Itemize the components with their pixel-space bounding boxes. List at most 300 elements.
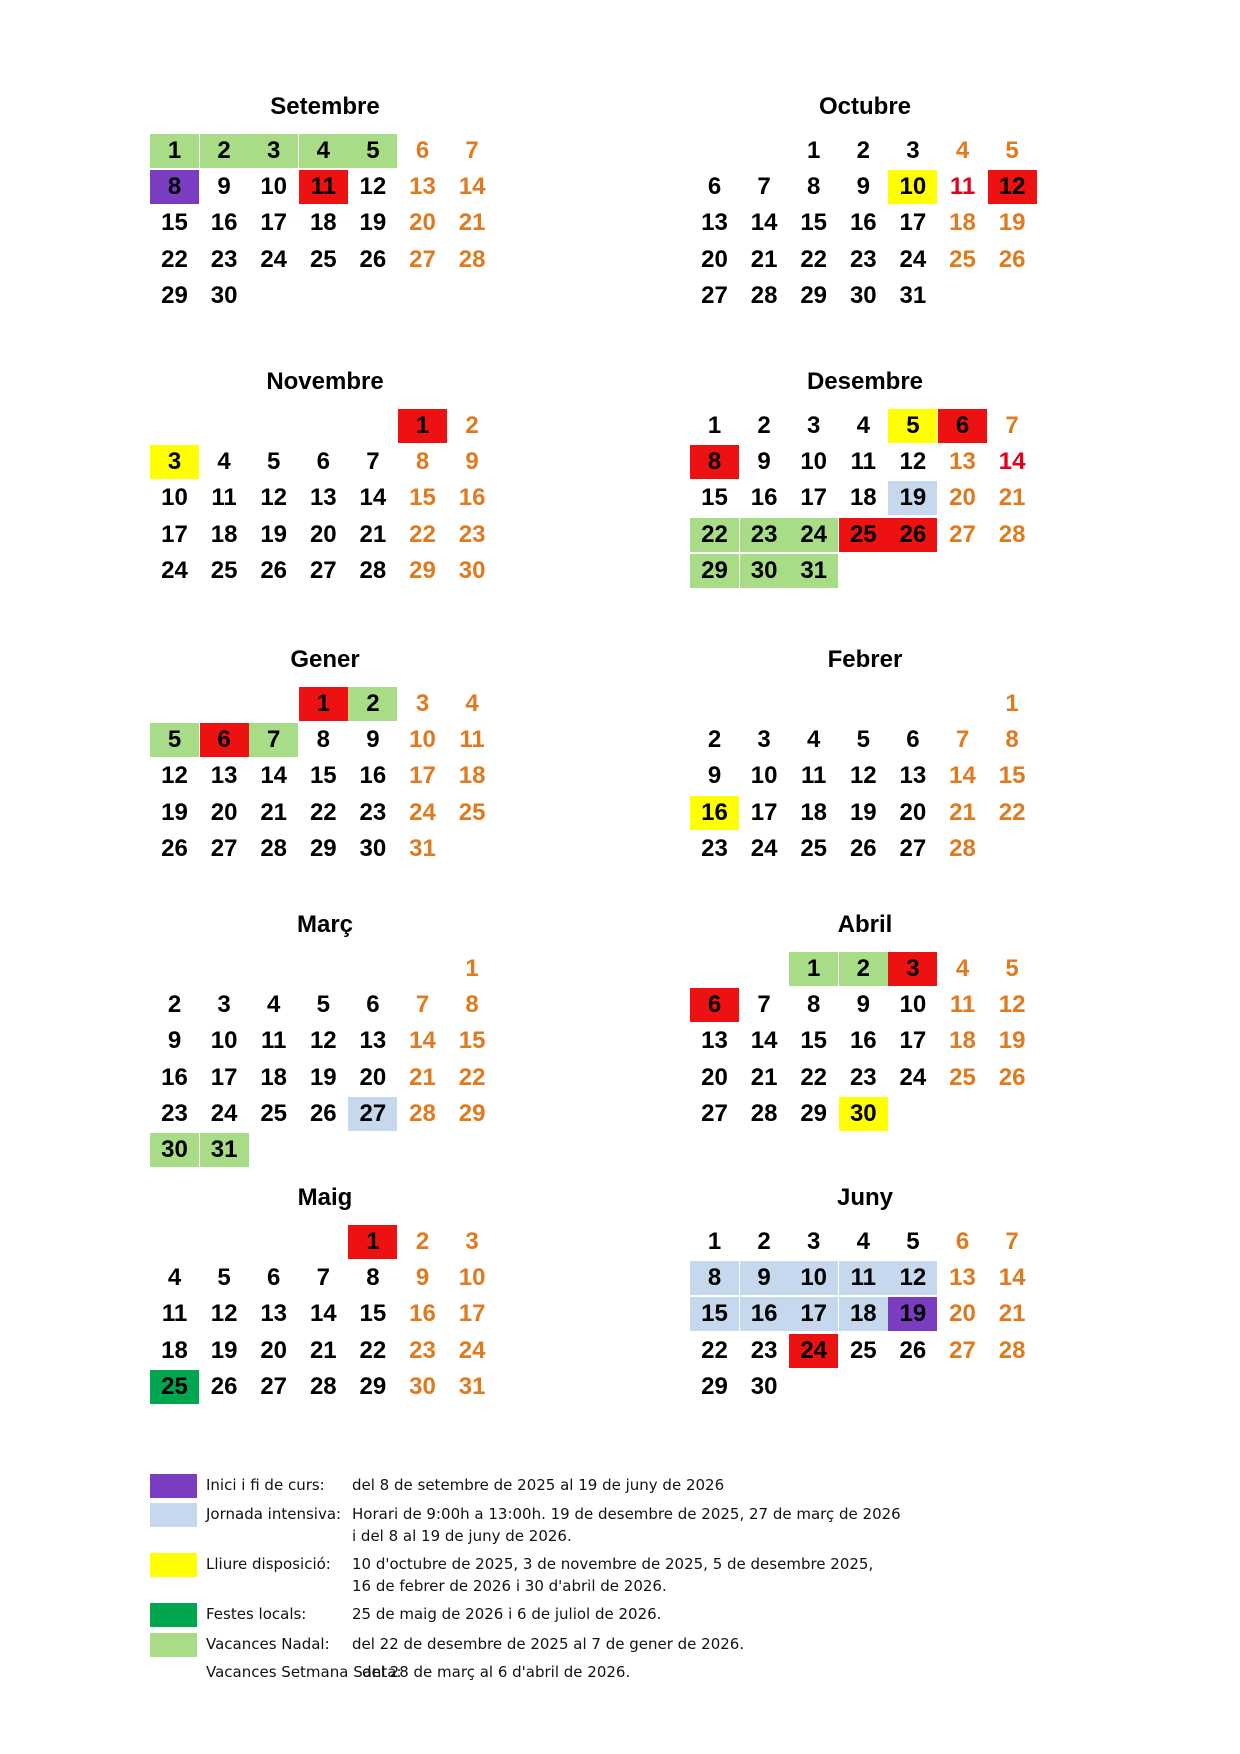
day-cell: 1 bbox=[398, 409, 447, 443]
day-cell: 26 bbox=[998, 245, 1026, 273]
day-cell: 14 bbox=[458, 173, 486, 201]
month-title: Setembre bbox=[270, 93, 380, 120]
day-cell: 30 bbox=[458, 556, 486, 584]
day-cell: 23 bbox=[701, 834, 728, 862]
legend-swatch bbox=[150, 1633, 197, 1657]
day-cell: 11 bbox=[299, 170, 348, 204]
day-cell: 4 bbox=[856, 1228, 870, 1255]
legend-swatch bbox=[150, 1503, 197, 1527]
day-cell: 8 bbox=[690, 1261, 739, 1295]
day-cell: 14 bbox=[409, 1027, 436, 1055]
day-cell: 20 bbox=[701, 1063, 728, 1091]
legend-description bbox=[362, 1661, 882, 1683]
day-cell: 21 bbox=[458, 209, 486, 237]
day-cell: 16 bbox=[740, 1297, 789, 1331]
day-cell: 21 bbox=[750, 1063, 778, 1091]
day-cell: 20 bbox=[359, 1063, 387, 1091]
day-cell: 1 bbox=[299, 687, 348, 721]
day-cell: 2 bbox=[757, 412, 771, 439]
day-cell: 14 bbox=[949, 762, 976, 790]
day-cell: 1 bbox=[807, 137, 821, 164]
day-cell: 23 bbox=[161, 1099, 188, 1127]
day-cell: 13 bbox=[260, 1300, 288, 1328]
day-cell: 20 bbox=[949, 1300, 976, 1328]
day-cell: 22 bbox=[458, 1063, 486, 1091]
day-cell: 2 bbox=[707, 726, 722, 754]
day-cell: 17 bbox=[458, 1300, 486, 1328]
legend-description-line: 10 d'octubre de 2025, 3 de novembre de 2025, 5 de desembre 2025, bbox=[352, 1555, 874, 1573]
day-cell: 2 bbox=[415, 1228, 430, 1255]
month-title: Juny bbox=[836, 1184, 893, 1211]
day-cell: 28 bbox=[998, 520, 1026, 548]
day-cell: 9 bbox=[217, 173, 231, 201]
day-cell: 9 bbox=[167, 1027, 182, 1055]
day-cell: 14 bbox=[750, 1027, 778, 1055]
day-cell: 11 bbox=[839, 1261, 888, 1295]
day-cell: 21 bbox=[750, 245, 778, 273]
day-cell: 4 bbox=[267, 991, 281, 1019]
day-cell: 8 bbox=[1005, 726, 1019, 754]
day-cell: 6 bbox=[906, 726, 920, 754]
day-cell: 3 bbox=[807, 412, 821, 439]
legend-description-line: i del 8 al 19 de juny de 2026. bbox=[352, 1527, 572, 1545]
day-cell: 22 bbox=[409, 520, 436, 548]
day-cell: 5 bbox=[1005, 137, 1019, 164]
day-cell: 22 bbox=[800, 1063, 828, 1091]
day-cell: 14 bbox=[359, 484, 387, 512]
day-cell: 28 bbox=[998, 1336, 1026, 1364]
day-cell: 2 bbox=[167, 991, 182, 1019]
day-cell: 20 bbox=[899, 798, 927, 826]
day-cell: 3 bbox=[217, 991, 231, 1019]
day-cell: 12 bbox=[260, 484, 288, 512]
day-cell: 19 bbox=[998, 1027, 1026, 1055]
day-cell: 28 bbox=[949, 834, 976, 862]
month-title: Gener bbox=[290, 646, 360, 673]
day-cell: 10 bbox=[888, 170, 937, 204]
day-cell: 1 bbox=[707, 412, 722, 439]
day-cell: 9 bbox=[757, 448, 771, 476]
day-cell: 9 bbox=[856, 173, 870, 201]
day-cell: 30 bbox=[849, 281, 877, 309]
day-cell: 13 bbox=[949, 448, 976, 476]
day-cell: 19 bbox=[210, 1336, 238, 1364]
day-cell: 23 bbox=[849, 245, 877, 273]
day-cell: 10 bbox=[260, 173, 288, 201]
day-cell: 12 bbox=[359, 173, 387, 201]
legend-description bbox=[352, 1633, 872, 1655]
day-cell: 12 bbox=[309, 1027, 337, 1055]
day-cell: 21 bbox=[409, 1063, 436, 1091]
day-cell: 7 bbox=[249, 723, 298, 757]
legend-swatch bbox=[150, 1474, 197, 1498]
day-cell: 25 bbox=[210, 556, 238, 584]
day-cell: 27 bbox=[210, 834, 238, 862]
day-cell: 9 bbox=[740, 1261, 789, 1295]
day-cell: 23 bbox=[740, 518, 789, 552]
day-cell: 22 bbox=[701, 1336, 728, 1364]
day-cell: 8 bbox=[366, 1264, 380, 1292]
day-cell: 12 bbox=[988, 170, 1037, 204]
day-cell: 13 bbox=[701, 1027, 728, 1055]
day-cell: 25 bbox=[458, 798, 486, 826]
day-cell: 27 bbox=[260, 1372, 288, 1400]
day-cell: 21 bbox=[998, 1300, 1026, 1328]
day-cell: 29 bbox=[359, 1372, 387, 1400]
day-cell: 1 bbox=[789, 952, 838, 986]
day-cell: 16 bbox=[750, 484, 778, 512]
day-cell: 13 bbox=[210, 762, 238, 790]
day-cell: 10 bbox=[800, 448, 828, 476]
day-cell: 17 bbox=[899, 209, 927, 237]
day-cell: 20 bbox=[309, 520, 337, 548]
day-cell: 29 bbox=[161, 281, 188, 309]
day-cell: 30 bbox=[150, 1133, 199, 1167]
day-cell: 5 bbox=[888, 409, 937, 443]
day-cell: 20 bbox=[210, 798, 238, 826]
day-cell: 16 bbox=[458, 484, 486, 512]
day-cell: 16 bbox=[849, 1027, 877, 1055]
day-cell: 27 bbox=[949, 1336, 976, 1364]
day-cell: 17 bbox=[789, 1297, 838, 1331]
day-cell: 28 bbox=[359, 556, 387, 584]
day-cell: 3 bbox=[807, 1228, 821, 1255]
day-cell: 3 bbox=[888, 952, 937, 986]
day-cell: 15 bbox=[690, 1297, 739, 1331]
day-cell: 13 bbox=[701, 209, 728, 237]
legend-description-line: Horari de 9:00h a 13:00h. 19 de desembre de 2025, 27 de març de 2026 bbox=[352, 1505, 901, 1523]
day-cell: 20 bbox=[701, 245, 728, 273]
day-cell: 17 bbox=[800, 484, 828, 512]
day-cell: 27 bbox=[409, 245, 436, 273]
legend-label: Festes locals: bbox=[206, 1605, 307, 1623]
day-cell: 21 bbox=[949, 798, 976, 826]
day-cell: 11 bbox=[459, 726, 485, 754]
day-cell: 24 bbox=[210, 1099, 238, 1127]
day-cell: 22 bbox=[309, 798, 337, 826]
day-cell: 18 bbox=[260, 1063, 288, 1091]
day-cell: 16 bbox=[210, 209, 238, 237]
day-cell: 9 bbox=[366, 726, 380, 754]
day-cell: 30 bbox=[359, 834, 387, 862]
day-cell: 20 bbox=[260, 1336, 288, 1364]
day-cell: 5 bbox=[267, 448, 281, 476]
day-cell: 4 bbox=[217, 448, 231, 476]
day-cell: 31 bbox=[899, 281, 927, 309]
day-cell: 24 bbox=[458, 1336, 486, 1364]
day-cell: 29 bbox=[701, 1372, 728, 1400]
day-cell: 3 bbox=[757, 726, 771, 754]
day-cell: 16 bbox=[359, 762, 387, 790]
day-cell: 31 bbox=[458, 1372, 486, 1400]
day-cell: 25 bbox=[949, 245, 976, 273]
legend-swatch bbox=[150, 1553, 197, 1577]
day-cell: 8 bbox=[690, 445, 739, 479]
day-cell: 29 bbox=[690, 554, 739, 588]
legend-description bbox=[352, 1503, 901, 1547]
day-cell: 6 bbox=[955, 1228, 970, 1255]
legend-description-line: 16 de febrer de 2026 i 30 d'abril de 2026. bbox=[352, 1577, 667, 1595]
legend-description-line: del 8 de setembre de 2025 al 19 de juny de 2026 bbox=[352, 1476, 725, 1494]
day-cell: 4 bbox=[856, 412, 870, 439]
day-cell: 6 bbox=[415, 137, 430, 164]
day-cell: 5 bbox=[150, 723, 199, 757]
day-cell: 11 bbox=[949, 173, 976, 201]
day-cell: 20 bbox=[949, 484, 976, 512]
day-cell: 13 bbox=[409, 173, 436, 201]
day-cell: 1 bbox=[707, 1228, 722, 1255]
day-cell: 27 bbox=[899, 834, 927, 862]
day-cell: 5 bbox=[906, 1228, 920, 1255]
day-cell: 18 bbox=[309, 209, 337, 237]
day-cell: 17 bbox=[260, 209, 288, 237]
day-cell: 23 bbox=[849, 1063, 877, 1091]
day-cell: 10 bbox=[750, 762, 778, 790]
day-cell: 6 bbox=[200, 723, 249, 757]
day-cell: 10 bbox=[458, 1264, 486, 1292]
day-cell: 14 bbox=[260, 762, 288, 790]
day-cell: 9 bbox=[415, 1264, 430, 1292]
day-cell: 26 bbox=[998, 1063, 1026, 1091]
day-cell: 24 bbox=[899, 245, 927, 273]
legend-label: Vacances Setmana Santa: bbox=[206, 1663, 402, 1681]
day-cell: 4 bbox=[807, 726, 821, 754]
day-cell: 25 bbox=[260, 1099, 288, 1127]
day-cell: 14 bbox=[309, 1300, 337, 1328]
day-cell: 16 bbox=[849, 209, 877, 237]
day-cell: 19 bbox=[359, 209, 387, 237]
day-cell: 5 bbox=[856, 726, 870, 754]
day-cell: 10 bbox=[210, 1027, 238, 1055]
day-cell: 2 bbox=[856, 137, 870, 164]
day-cell: 19 bbox=[260, 520, 288, 548]
day-cell: 4 bbox=[299, 134, 348, 168]
day-cell: 11 bbox=[850, 448, 876, 476]
day-cell: 24 bbox=[260, 245, 288, 273]
legend-description-line: del 22 de desembre de 2025 al 7 de gener de 2026. bbox=[352, 1635, 745, 1653]
day-cell: 15 bbox=[800, 209, 828, 237]
day-cell: 9 bbox=[465, 448, 479, 476]
day-cell: 21 bbox=[260, 798, 288, 826]
day-cell: 18 bbox=[849, 484, 877, 512]
legend-description-line: del 28 de març al 6 d'abril de 2026. bbox=[362, 1663, 631, 1681]
month-title: Novembre bbox=[266, 368, 384, 395]
day-cell: 11 bbox=[211, 484, 237, 512]
day-cell: 29 bbox=[409, 556, 436, 584]
day-cell: 24 bbox=[409, 798, 436, 826]
day-cell: 31 bbox=[789, 554, 838, 588]
day-cell: 25 bbox=[839, 518, 888, 552]
day-cell: 4 bbox=[955, 955, 970, 982]
day-cell: 17 bbox=[899, 1027, 927, 1055]
day-cell: 13 bbox=[949, 1264, 976, 1292]
day-cell: 4 bbox=[167, 1264, 182, 1292]
legend-label: Vacances Nadal: bbox=[206, 1635, 330, 1653]
day-cell: 7 bbox=[955, 726, 970, 754]
day-cell: 30 bbox=[210, 281, 238, 309]
day-cell: 15 bbox=[998, 762, 1026, 790]
day-cell: 11 bbox=[801, 762, 827, 790]
day-cell: 13 bbox=[359, 1027, 387, 1055]
day-cell: 24 bbox=[750, 834, 778, 862]
day-cell: 27 bbox=[949, 520, 976, 548]
day-cell: 23 bbox=[210, 245, 238, 273]
day-cell: 7 bbox=[757, 991, 771, 1019]
day-cell: 16 bbox=[161, 1063, 188, 1091]
day-cell: 9 bbox=[856, 991, 870, 1019]
day-cell: 23 bbox=[359, 798, 387, 826]
day-cell: 6 bbox=[316, 448, 330, 476]
day-cell: 12 bbox=[888, 1261, 937, 1295]
month-title: Desembre bbox=[806, 368, 924, 395]
day-cell: 14 bbox=[998, 1264, 1026, 1292]
day-cell: 28 bbox=[409, 1099, 436, 1127]
day-cell: 29 bbox=[458, 1099, 486, 1127]
day-cell: 15 bbox=[161, 209, 188, 237]
day-cell: 15 bbox=[309, 762, 337, 790]
day-cell: 14 bbox=[998, 448, 1026, 476]
day-cell: 21 bbox=[998, 484, 1026, 512]
day-cell: 7 bbox=[1005, 1228, 1019, 1255]
month-title: Maig bbox=[297, 1184, 353, 1211]
day-cell: 6 bbox=[366, 991, 380, 1019]
day-cell: 16 bbox=[690, 796, 739, 830]
day-cell: 1 bbox=[1005, 690, 1019, 717]
day-cell: 18 bbox=[839, 1297, 888, 1331]
day-cell: 1 bbox=[465, 955, 479, 982]
day-cell: 13 bbox=[309, 484, 337, 512]
legend-label: Inici i fi de curs: bbox=[206, 1476, 325, 1494]
day-cell: 22 bbox=[690, 518, 739, 552]
day-cell: 8 bbox=[316, 726, 330, 754]
day-cell: 19 bbox=[849, 798, 877, 826]
day-cell: 26 bbox=[260, 556, 288, 584]
day-cell: 7 bbox=[465, 137, 479, 164]
legend-description bbox=[352, 1553, 872, 1597]
day-cell: 27 bbox=[309, 556, 337, 584]
day-cell: 23 bbox=[409, 1336, 436, 1364]
day-cell: 7 bbox=[757, 173, 771, 201]
day-cell: 25 bbox=[309, 245, 337, 273]
day-cell: 28 bbox=[309, 1372, 337, 1400]
day-cell: 19 bbox=[888, 481, 937, 515]
day-cell: 29 bbox=[800, 281, 828, 309]
month-title: Octubre bbox=[818, 93, 911, 120]
legend-swatch bbox=[150, 1603, 197, 1627]
day-cell: 10 bbox=[899, 991, 927, 1019]
day-cell: 27 bbox=[348, 1097, 397, 1131]
day-cell: 26 bbox=[309, 1099, 337, 1127]
day-cell: 9 bbox=[707, 762, 722, 790]
day-cell: 6 bbox=[938, 409, 987, 443]
legend-label: Jornada intensiva: bbox=[206, 1505, 342, 1523]
day-cell: 29 bbox=[800, 1099, 828, 1127]
month-title: Febrer bbox=[827, 646, 903, 673]
day-cell: 19 bbox=[309, 1063, 337, 1091]
day-cell: 2 bbox=[465, 412, 479, 439]
day-cell: 26 bbox=[161, 834, 188, 862]
day-cell: 24 bbox=[161, 556, 188, 584]
day-cell: 26 bbox=[849, 834, 877, 862]
day-cell: 14 bbox=[750, 209, 778, 237]
day-cell: 8 bbox=[415, 448, 430, 476]
day-cell: 28 bbox=[458, 245, 486, 273]
day-cell: 22 bbox=[359, 1336, 387, 1364]
day-cell: 30 bbox=[750, 1372, 778, 1400]
day-cell: 19 bbox=[161, 798, 188, 826]
day-cell: 10 bbox=[409, 726, 436, 754]
day-cell: 2 bbox=[757, 1228, 771, 1255]
month-title: Març bbox=[296, 911, 354, 938]
day-cell: 3 bbox=[249, 134, 298, 168]
day-cell: 2 bbox=[200, 134, 249, 168]
day-cell: 30 bbox=[839, 1097, 888, 1131]
day-cell: 5 bbox=[217, 1264, 231, 1292]
day-cell: 12 bbox=[161, 762, 188, 790]
day-cell: 21 bbox=[359, 520, 387, 548]
day-cell: 22 bbox=[800, 245, 828, 273]
day-cell: 2 bbox=[839, 952, 888, 986]
day-cell: 1 bbox=[348, 1225, 397, 1259]
day-cell: 16 bbox=[409, 1300, 436, 1328]
day-cell: 18 bbox=[949, 1027, 976, 1055]
day-cell: 3 bbox=[150, 445, 199, 479]
day-cell: 28 bbox=[260, 834, 288, 862]
day-cell: 15 bbox=[800, 1027, 828, 1055]
day-cell: 18 bbox=[161, 1336, 188, 1364]
day-cell: 6 bbox=[707, 173, 722, 201]
day-cell: 12 bbox=[210, 1300, 238, 1328]
day-cell: 30 bbox=[409, 1372, 436, 1400]
day-cell: 11 bbox=[161, 1300, 188, 1328]
day-cell: 15 bbox=[458, 1027, 486, 1055]
day-cell: 6 bbox=[267, 1264, 281, 1292]
legend-description-line: 25 de maig de 2026 i 6 de juliol de 2026. bbox=[352, 1605, 662, 1623]
day-cell: 5 bbox=[348, 134, 397, 168]
day-cell: 8 bbox=[807, 991, 821, 1019]
day-cell: 26 bbox=[888, 518, 937, 552]
day-cell: 1 bbox=[150, 134, 199, 168]
day-cell: 25 bbox=[150, 1370, 199, 1404]
day-cell: 25 bbox=[800, 834, 828, 862]
day-cell: 7 bbox=[1005, 412, 1019, 439]
day-cell: 18 bbox=[210, 520, 238, 548]
day-cell: 3 bbox=[415, 690, 430, 717]
day-cell: 23 bbox=[458, 520, 486, 548]
day-cell: 15 bbox=[409, 484, 436, 512]
day-cell: 24 bbox=[899, 1063, 927, 1091]
day-cell: 4 bbox=[465, 690, 479, 717]
day-cell: 11 bbox=[949, 991, 976, 1019]
day-cell: 25 bbox=[949, 1063, 976, 1091]
day-cell: 12 bbox=[849, 762, 877, 790]
day-cell: 26 bbox=[899, 1336, 927, 1364]
month-title: Abril bbox=[837, 911, 893, 938]
day-cell: 10 bbox=[161, 484, 188, 512]
day-cell: 26 bbox=[210, 1372, 238, 1400]
day-cell: 12 bbox=[998, 991, 1026, 1019]
day-cell: 17 bbox=[409, 762, 436, 790]
day-cell: 17 bbox=[210, 1063, 238, 1091]
day-cell: 31 bbox=[409, 834, 436, 862]
day-cell: 7 bbox=[366, 448, 380, 476]
day-cell: 31 bbox=[200, 1133, 249, 1167]
day-cell: 3 bbox=[906, 137, 920, 164]
day-cell: 27 bbox=[701, 281, 728, 309]
day-cell: 29 bbox=[309, 834, 337, 862]
day-cell: 7 bbox=[415, 991, 430, 1019]
day-cell: 3 bbox=[465, 1228, 479, 1255]
